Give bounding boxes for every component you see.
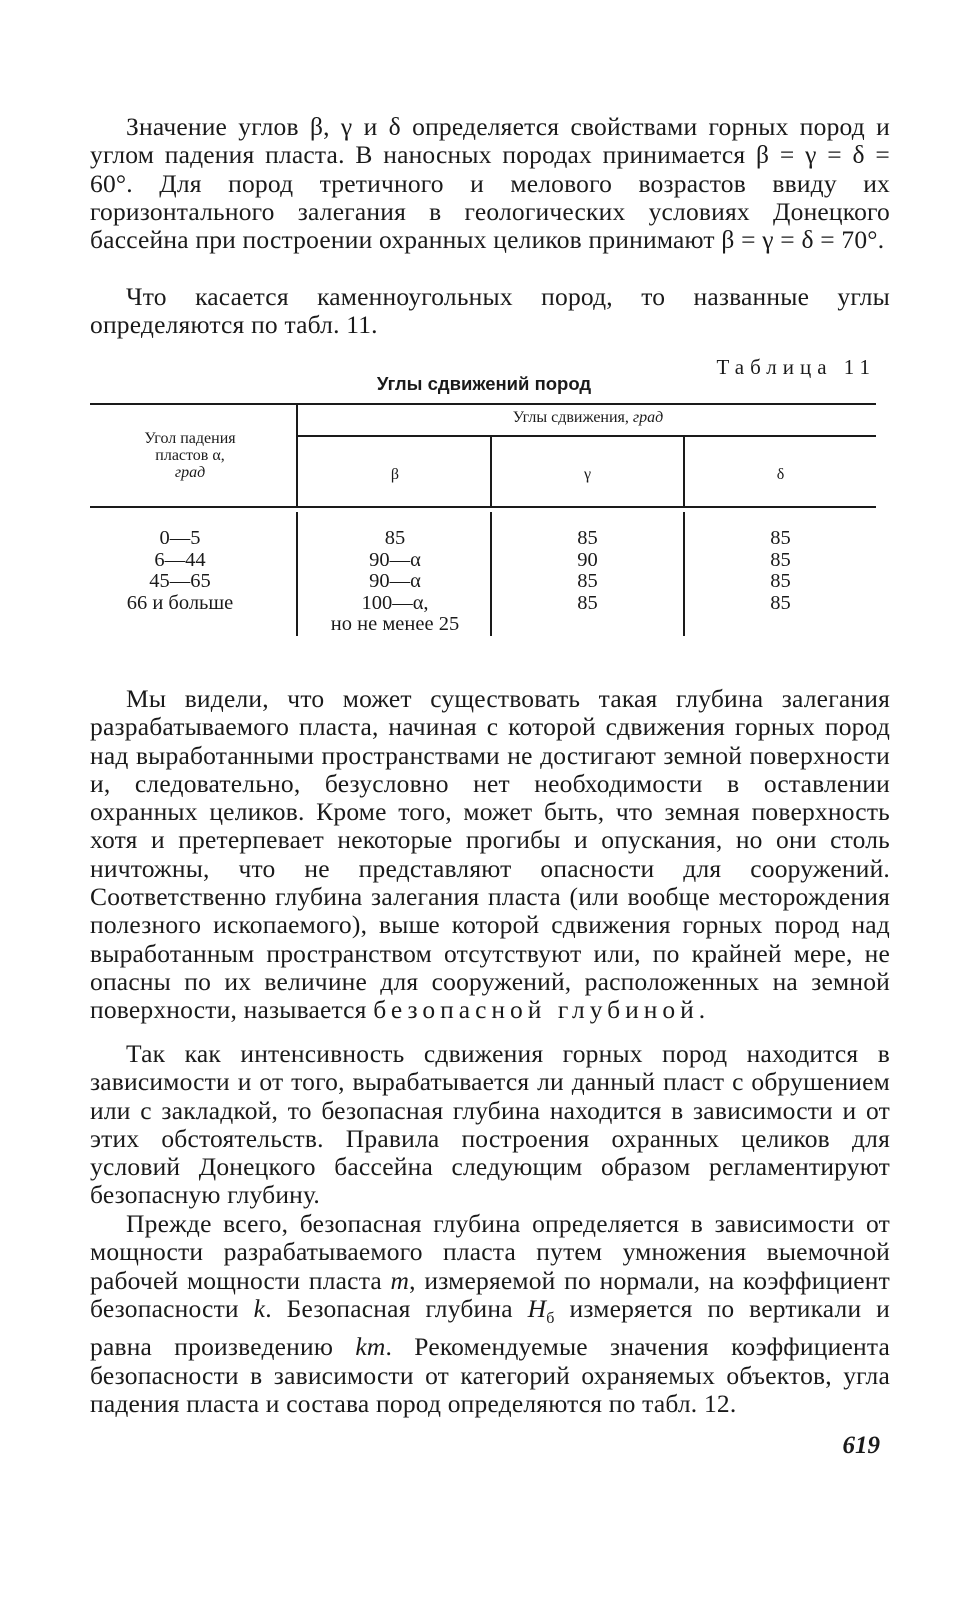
header-group-text: Углы сдвижения, xyxy=(512,409,633,426)
header-group-unit: град xyxy=(632,409,664,426)
header-dip-line3 xyxy=(90,464,290,481)
symbol-km: km xyxy=(355,1332,386,1362)
column-gamma xyxy=(492,528,683,614)
paragraph-safety-coefficient xyxy=(90,1210,890,1418)
table-cell: 85 xyxy=(770,548,791,571)
table-cell: 85 xyxy=(770,570,791,592)
table-header-rule xyxy=(90,506,876,508)
page-number: 619 xyxy=(842,1432,880,1459)
table-cell: 85 xyxy=(770,591,791,614)
header-dip-line1: Угол падения xyxy=(144,430,236,447)
table-cell: 85 xyxy=(577,570,598,592)
column-beta xyxy=(300,528,490,636)
column-delta xyxy=(685,528,876,614)
symbol-H-subscript: б xyxy=(546,1309,555,1327)
header-dip-unit: град xyxy=(174,464,206,481)
header-beta: β xyxy=(390,466,400,483)
paragraph-safe-depth xyxy=(90,685,890,1025)
symbol-m: m xyxy=(390,1265,410,1295)
symbol-k: k xyxy=(253,1293,266,1323)
coef-text-a: Прежде всего, безопасная глубина определяется в зависимости от мощности разрабатываемого пласта путем умножения выемочной рабочей мощности пласта xyxy=(90,1209,890,1295)
header-dip-line2: пластов α, xyxy=(155,447,225,464)
table-cell: 45—65 xyxy=(149,570,211,592)
table-group-rule xyxy=(298,435,876,437)
table-cell: 85 xyxy=(770,527,791,549)
coef-text-d: измеряется по вертикали и равна произведению xyxy=(90,1293,891,1362)
header-delta: δ xyxy=(776,466,785,483)
table-11 xyxy=(90,400,890,650)
table-cell: 85 xyxy=(577,527,598,549)
table-label: Таблица 11 xyxy=(716,355,876,379)
table-cell: 85 xyxy=(384,527,406,549)
table-title: Углы сдвижений пород xyxy=(376,373,592,394)
table-cell: 90 xyxy=(577,548,598,571)
paragraph-angles-intro: Значение углов β, γ и δ определяется свойствами горных пород и углом падения пласта. В наносных породах принимается β = γ = δ = 60°. Для пород третичного и мелового возрастов ввиду их горизонтального залегания в геологических условиях Донецкого бассейна при построении охранных целиков принимают β = γ = δ = 70°. xyxy=(90,112,890,255)
paragraph-intensity: Так как интенсивность сдвижения горных пород находится в зависимости и от того, вырабатывается ли данный пласт с обрушением или с закладкой, то безопасная глубина находится в зависимости и от этих обстоятельств. Правила построения охранных целиков для условий Донецкого бассейна следующим образом регламентируют безопасную глубину. xyxy=(90,1039,890,1210)
safe-depth-text: Мы видели, что может существовать такая глубина залегания разрабатываемого пласта, начиная с которой сдвижения горных пород над выработанными пространствами не достигают земной поверхности и, следовательно, безусловно нет необходимости в оставлении охранных целиков. Кроме того, может быть, что земная поверхность хотя и претерпевает некоторые прогибы и опускания, но они столь ничтожны, что не представляют опасности для сооружений. Соответственно глубина залегания пласта (или вообще месторождения полезного ископаемого), выше которой сдвижения горных пород над выработанным пространством отсутствуют или, по крайней мере, не опасны по их величине для сооружений, расположенных на земной поверхности, называется xyxy=(90,684,890,1025)
table-cell: 85 xyxy=(577,591,598,614)
header-displacement-angles xyxy=(300,409,876,426)
table-vline-1-head xyxy=(296,405,298,506)
table-cell: 0—5 xyxy=(159,527,201,549)
header-dip-angle xyxy=(90,430,290,481)
header-gamma: γ xyxy=(583,466,592,483)
column-dip-angle xyxy=(90,528,270,614)
safe-depth-term: безопасной глубиной. xyxy=(373,995,711,1025)
table-cell: 66 и больше xyxy=(126,591,234,614)
coef-text-b: , измеряемой по нормали, на коэффициент безопасности xyxy=(90,1265,890,1323)
coef-text-e: . Рекомендуемые значения коэффициента безопасности в зависимости от категорий охраняемых объектов, угла падения пласта и состава пород определяются по табл. 12. xyxy=(90,1332,890,1418)
coef-text-c: . Безопасная глубина xyxy=(265,1293,513,1323)
table-cell: 90—α xyxy=(369,548,421,571)
paragraph-coal-rocks: Что касается каменноугольных пород, то названные углы определяются по табл. 11. xyxy=(90,282,890,340)
table-cell: 90—α xyxy=(369,570,421,592)
table-vline-1-body xyxy=(296,512,298,636)
table-cell: 6—44 xyxy=(154,548,206,571)
table-cell: 100—α, xyxy=(361,591,429,614)
symbol-H: H xyxy=(527,1293,547,1323)
table-top-rule xyxy=(90,403,876,405)
table-cell: но не менее 25 xyxy=(330,613,460,635)
